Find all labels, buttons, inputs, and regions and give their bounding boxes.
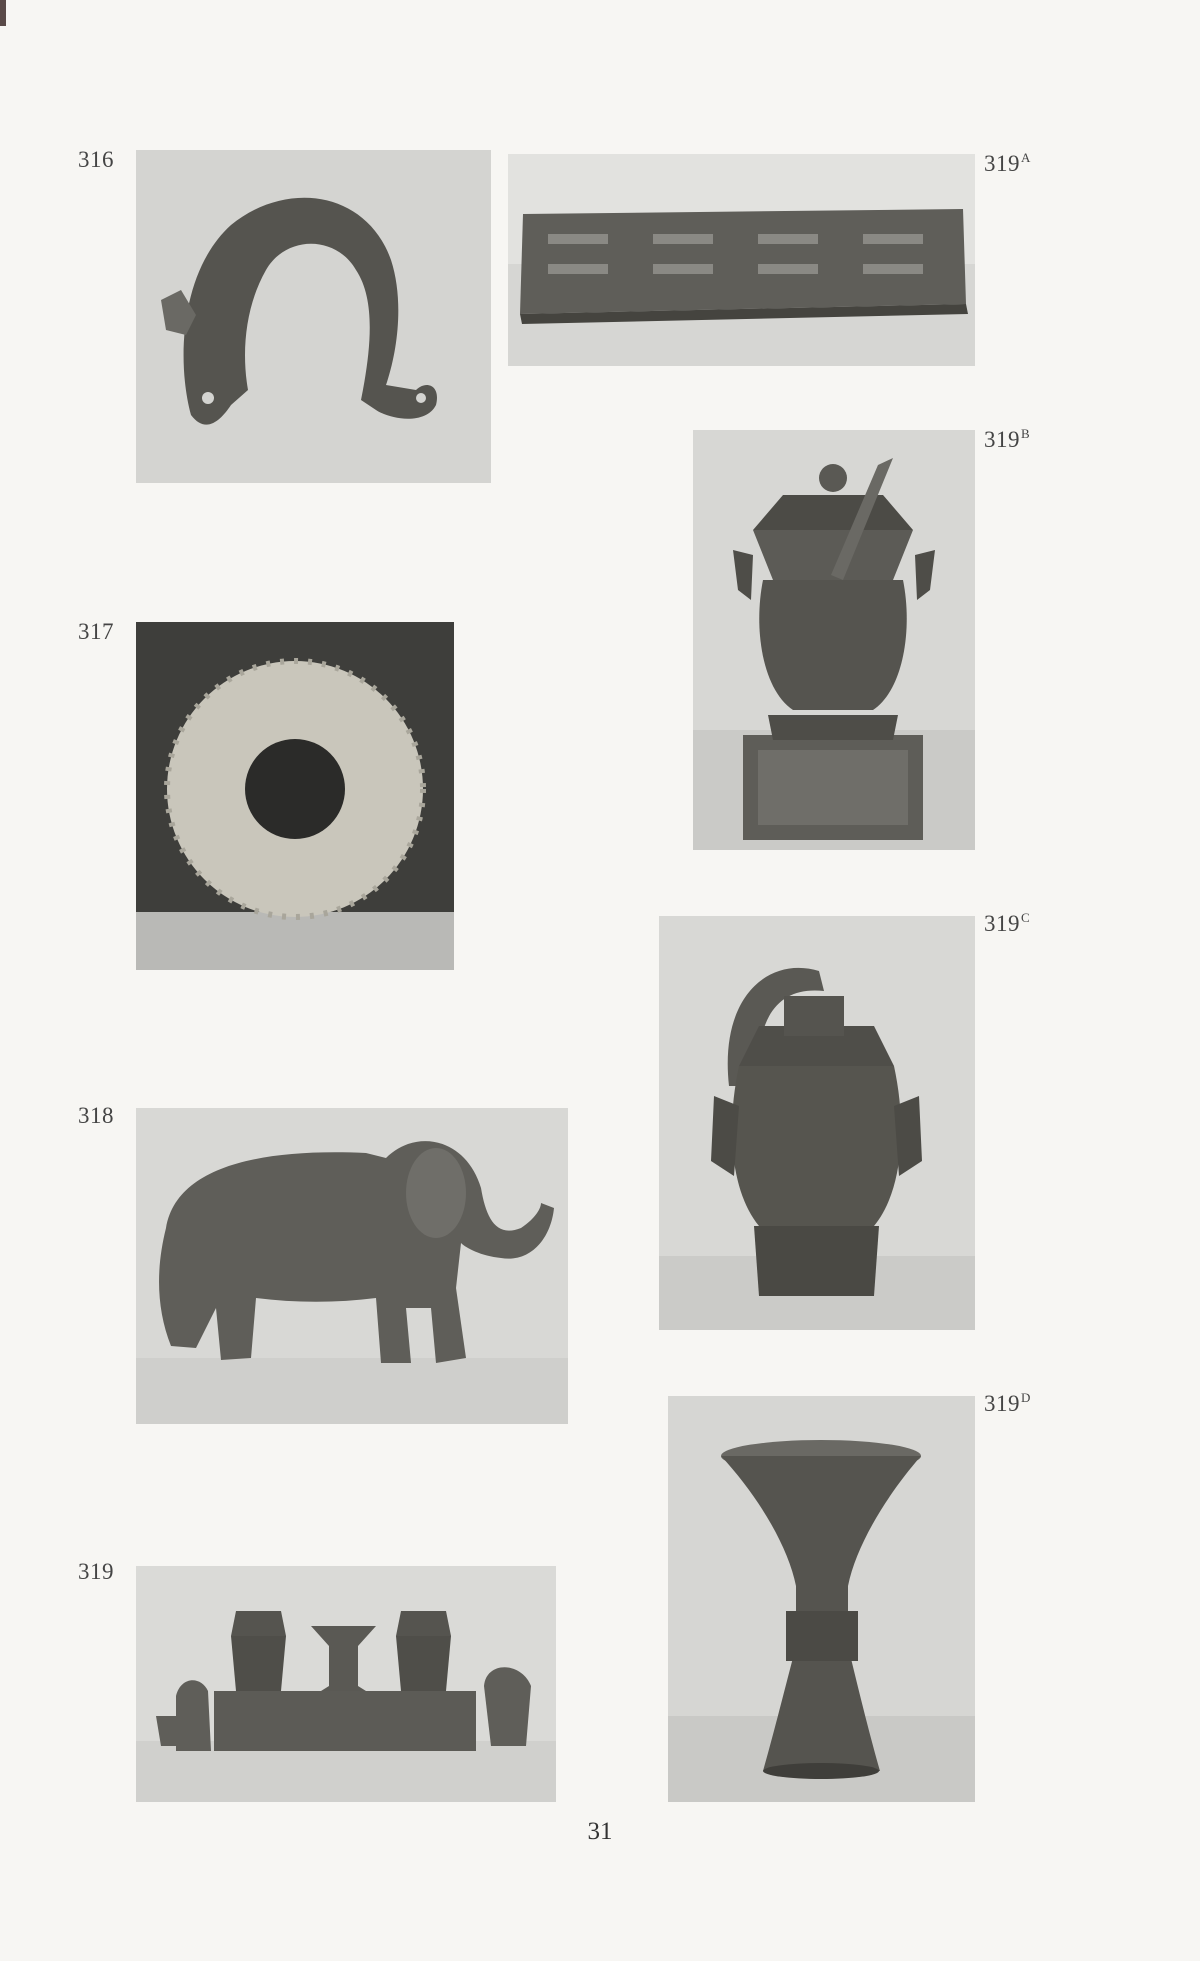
page-number: 31 [587, 1818, 613, 1845]
plate-label-319d: $319^D$ [984, 1390, 1031, 1416]
plate-label-319c: $319^C$ [984, 910, 1031, 936]
plate-318-photo [136, 1108, 568, 1424]
altar-set-image [136, 1566, 556, 1802]
plate-319b-photo [693, 430, 975, 850]
plate-319-photo [136, 1566, 556, 1802]
plate-label-319a: $319^A$ [984, 150, 1031, 176]
plate-label-316: 316 [78, 147, 114, 172]
plate-label-319b: $319^B$ [984, 426, 1031, 452]
plate-317-photo [136, 622, 454, 970]
elephant-image [136, 1108, 568, 1424]
disc-image [136, 622, 454, 970]
plate-316-photo [136, 150, 491, 483]
beaker-vase-image [668, 1396, 975, 1802]
plate-319d-photo [668, 1396, 975, 1802]
plate-319a-photo [508, 154, 975, 366]
plate-label-318: 318 [78, 1103, 114, 1128]
page-edge [0, 0, 6, 26]
plate-319c-photo [659, 916, 975, 1330]
plate-label-317: 317 [78, 619, 114, 644]
arched-pendant-image [136, 150, 491, 483]
handled-vessel-image [659, 916, 975, 1330]
lidded-vessel-image [693, 430, 975, 850]
altar-table-image [508, 154, 975, 366]
plate-label-319: 319 [78, 1559, 114, 1584]
